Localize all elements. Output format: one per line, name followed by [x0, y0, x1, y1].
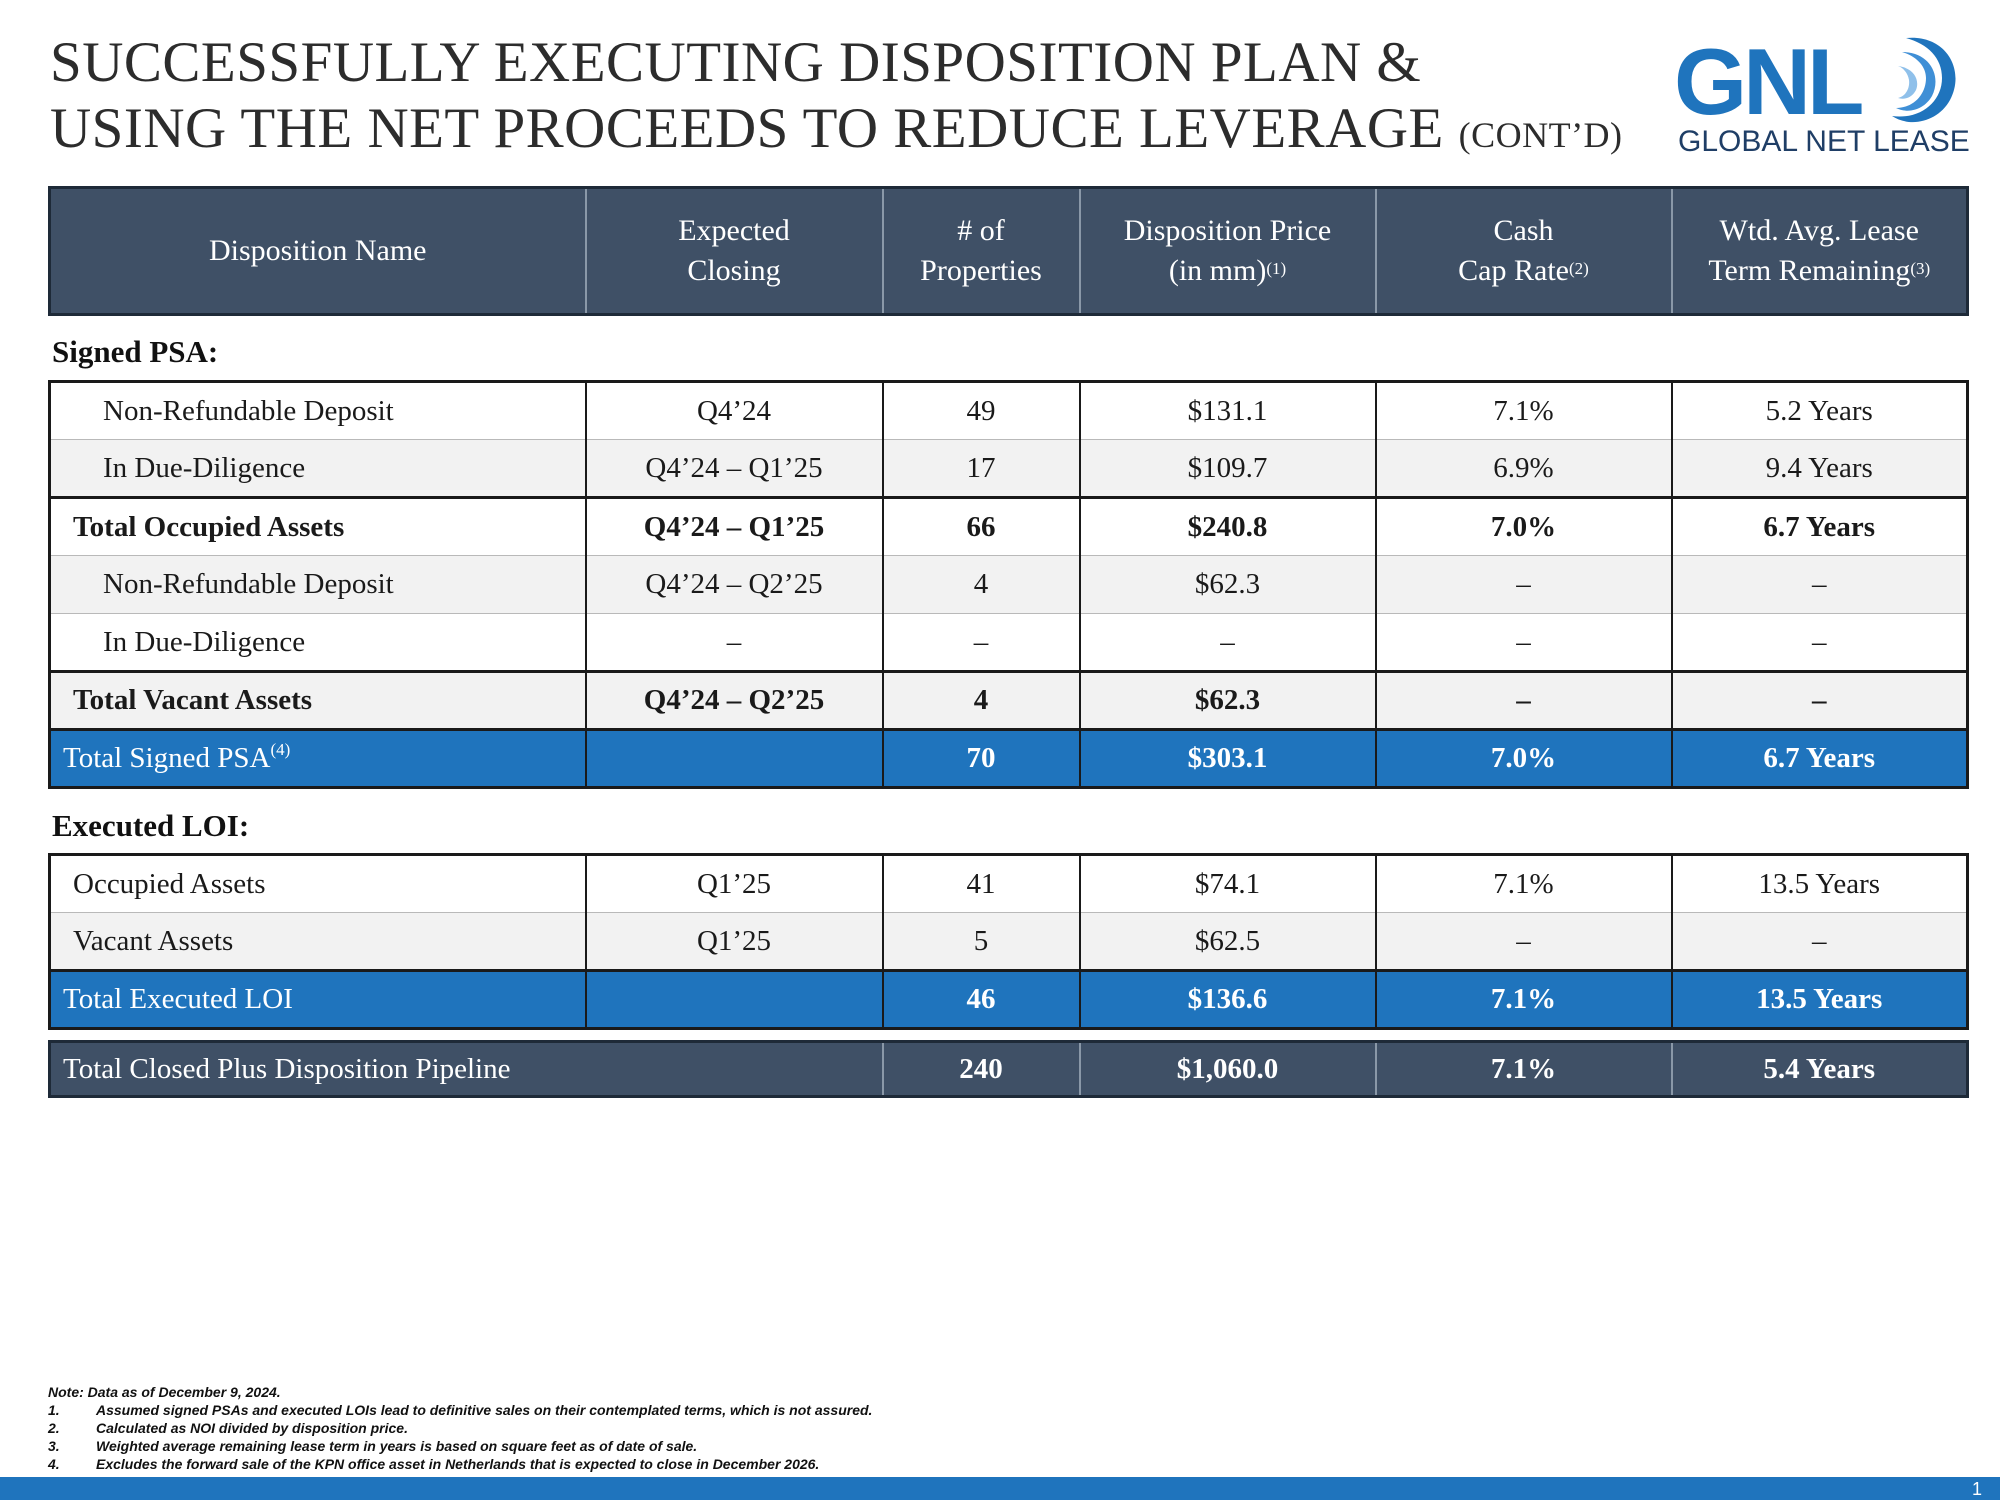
title-line-2-text: USING THE NET PROCEEDS TO REDUCE LEVERAGE [50, 97, 1444, 160]
gnl-logo [1674, 29, 1970, 165]
row-closing: Q4’24 – Q2’25 [586, 672, 883, 730]
pipeline-properties: 240 [883, 1042, 1080, 1097]
table-header [48, 186, 1969, 316]
row-closing: Q1’25 [586, 855, 883, 913]
section-label-signed-psa: Signed PSA: [52, 334, 219, 369]
footnote-note: Note: Data as of December 9, 2024. [48, 1384, 281, 1400]
row-properties: 70 [883, 730, 1080, 788]
row-price: $62.3 [1080, 672, 1376, 730]
row-cap-rate: 6.9% [1376, 440, 1672, 498]
row-name: Non-Refundable Deposit [50, 556, 586, 614]
row-cap-rate: – [1376, 672, 1672, 730]
row-term: – [1672, 614, 1968, 672]
pipeline-total-table [48, 1040, 1969, 1098]
signed-psa-table [48, 380, 1969, 789]
page-number: 1 [1971, 1479, 1982, 1499]
row-name: Total Occupied Assets [50, 498, 586, 556]
title-contd: (CONT’D) [1458, 115, 1623, 155]
header-disposition-name: Disposition Name [50, 188, 586, 315]
header-lease-term: Wtd. Avg. Lease Term Remaining$^{(3)}$ [1672, 188, 1968, 315]
row-price: $136.6 [1080, 971, 1376, 1029]
row-closing: – [586, 614, 883, 672]
row-closing: Q1’25 [586, 913, 883, 971]
row-closing: Q4’24 – Q2’25 [586, 556, 883, 614]
table-row-subtotal [50, 498, 1968, 556]
table-row [50, 614, 1968, 672]
row-properties: 41 [883, 855, 1080, 913]
footnotes [48, 1383, 1348, 1473]
total-signed-psa-name: Total Signed PSA$^{(4)}$ [50, 730, 586, 788]
table-row-total [50, 971, 1968, 1029]
table-row [50, 382, 1968, 440]
title-line-1: SUCCESSFULLY EXECUTING DISPOSITION PLAN & [50, 31, 1422, 94]
row-cap-rate: 7.1% [1376, 855, 1672, 913]
pipeline-cap-rate: 7.1% [1376, 1042, 1672, 1097]
swirl-icon [1876, 30, 1964, 130]
bottom-bar [0, 1477, 2000, 1500]
row-cap-rate: 7.1% [1376, 971, 1672, 1029]
row-price: $131.1 [1080, 382, 1376, 440]
title-line-2 [50, 96, 1690, 168]
row-price: $303.1 [1080, 730, 1376, 788]
row-term: 5.2 Years [1672, 382, 1968, 440]
header-disposition-price: Disposition Price (in mm)$^{(1)}$ [1080, 188, 1376, 315]
row-price: $109.7 [1080, 440, 1376, 498]
row-closing: Q4’24 [586, 382, 883, 440]
row-price: $74.1 [1080, 855, 1376, 913]
pipeline-name: Total Closed Plus Disposition Pipeline [50, 1042, 883, 1097]
row-cap-rate: – [1376, 913, 1672, 971]
header-cash-cap-rate: Cash Cap Rate$^{(2)}$ [1376, 188, 1672, 315]
row-closing: Q4’24 – Q1’25 [586, 498, 883, 556]
section-label-executed-loi: Executed LOI: [52, 808, 250, 843]
row-price: $62.3 [1080, 556, 1376, 614]
row-term: 6.7 Years [1672, 498, 1968, 556]
executed-loi-table [48, 853, 1969, 1030]
row-term: 13.5 Years [1672, 855, 1968, 913]
row-properties: 5 [883, 913, 1080, 971]
row-properties: 4 [883, 672, 1080, 730]
row-name: Occupied Assets [50, 855, 586, 913]
row-term: 13.5 Years [1672, 971, 1968, 1029]
header-expected-closing: Expected Closing [586, 188, 883, 315]
row-name: Non-Refundable Deposit [50, 382, 586, 440]
row-properties: 49 [883, 382, 1080, 440]
row-name: In Due-Diligence [50, 614, 586, 672]
row-term: – [1672, 672, 1968, 730]
row-closing: Q4’24 – Q1’25 [586, 440, 883, 498]
footnote-item: 2. Calculated as NOI divided by disposition price. [48, 1420, 408, 1436]
logo-subtitle: GLOBAL NET LEASE [1678, 125, 1970, 158]
row-term: – [1672, 913, 1968, 971]
table-row-subtotal [50, 672, 1968, 730]
row-closing [586, 730, 883, 788]
footnote-item: 4. Excludes the forward sale of the KPN office asset in Netherlands that is expected to close in December 2026. [48, 1456, 820, 1472]
row-properties: 66 [883, 498, 1080, 556]
row-cap-rate: 7.1% [1376, 382, 1672, 440]
row-term: – [1672, 556, 1968, 614]
row-price: $62.5 [1080, 913, 1376, 971]
row-cap-rate: – [1376, 614, 1672, 672]
row-cap-rate: 7.0% [1376, 730, 1672, 788]
row-properties: 4 [883, 556, 1080, 614]
row-cap-rate: 7.0% [1376, 498, 1672, 556]
pipeline-price: $1,060.0 [1080, 1042, 1376, 1097]
table-row [50, 855, 1968, 913]
table-row [50, 556, 1968, 614]
header-num-properties: # of Properties [883, 188, 1080, 315]
table-row-total [50, 730, 1968, 788]
footnote-item: 3. Weighted average remaining lease term in years is based on square feet as of date of sale. [48, 1438, 698, 1454]
row-term: 6.7 Years [1672, 730, 1968, 788]
page-title [50, 30, 1690, 168]
pipeline-term: 5.4 Years [1672, 1042, 1968, 1097]
row-term: 9.4 Years [1672, 440, 1968, 498]
row-closing [586, 971, 883, 1029]
table-row [50, 913, 1968, 971]
row-properties: – [883, 614, 1080, 672]
row-properties: 17 [883, 440, 1080, 498]
row-name: Total Vacant Assets [50, 672, 586, 730]
row-cap-rate: – [1376, 556, 1672, 614]
total-executed-loi-name: Total Executed LOI [50, 971, 586, 1029]
row-name: In Due-Diligence [50, 440, 586, 498]
row-properties: 46 [883, 971, 1080, 1029]
row-name: Vacant Assets [50, 913, 586, 971]
row-price: – [1080, 614, 1376, 672]
logo-mark: GNL [1674, 29, 1861, 134]
footnote-item: 1. Assumed signed PSAs and executed LOIs lead to definitive sales on their contemplated terms, which is not assured. [48, 1402, 873, 1418]
table-row-grand-total [50, 1042, 1968, 1097]
table-row [50, 440, 1968, 498]
row-price: $240.8 [1080, 498, 1376, 556]
